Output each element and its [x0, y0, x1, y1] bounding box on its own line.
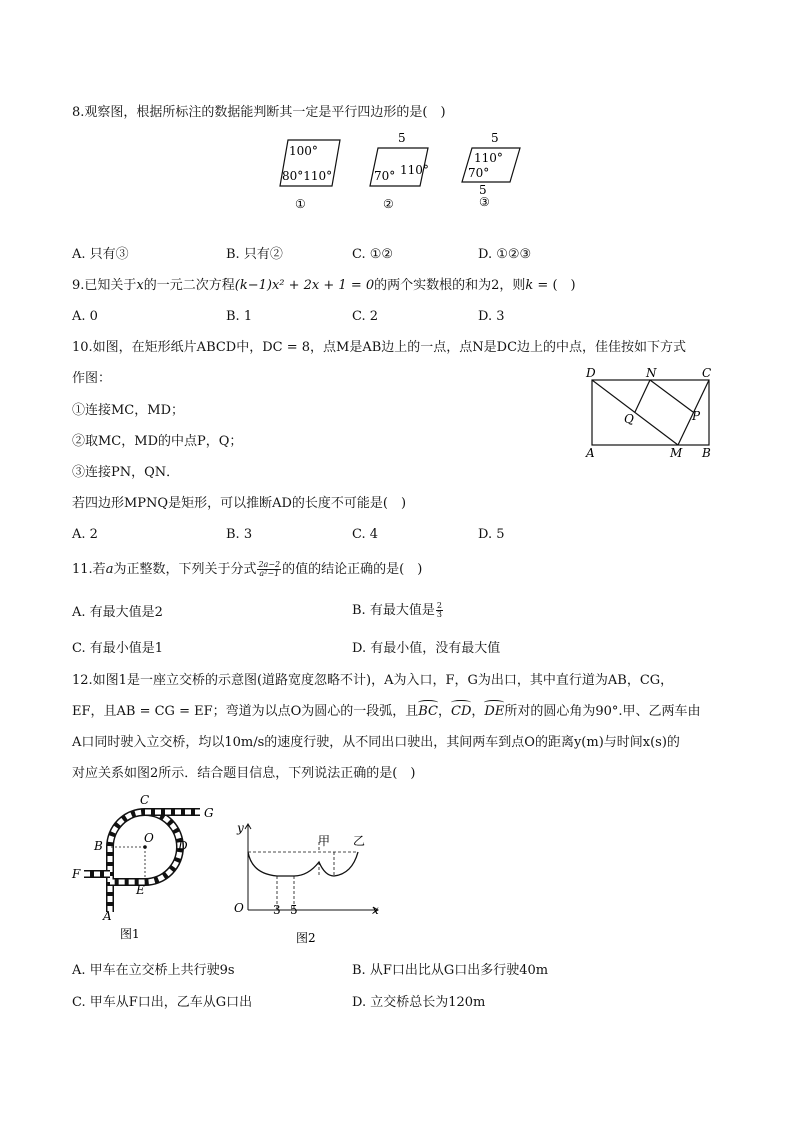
q8-parallelogram-1 [280, 140, 340, 211]
q12-arc-bc: BC [418, 704, 439, 719]
q8-fig1-label: ① [295, 197, 306, 211]
q8-parallelogram-2 [370, 131, 429, 211]
q12-fig2-tick-3: 3 [273, 903, 281, 917]
q12-fig2-jia: 甲 [318, 834, 331, 848]
q10-label-n: N [646, 366, 657, 380]
q11-option-b [352, 602, 444, 620]
q12-fig2-x: x [372, 903, 379, 917]
q11-optb-numerator: 2 [436, 601, 442, 610]
q12-option-c: C. 甲车从F口出，乙车从G口出 [72, 995, 253, 1010]
q11-stem-a: a [105, 562, 114, 577]
q10-option-d: D. 5 [478, 527, 505, 542]
q8-option-a: A. 只有③ [72, 247, 129, 262]
q12-fig1-d: D [178, 839, 188, 853]
q8-parallelogram-3 [462, 131, 520, 209]
q8-fig1-angle-a: 100° [289, 144, 318, 158]
q12-option-a: A. 甲车在立交桥上共行驶9s [72, 963, 235, 978]
q12-interchange-figure [70, 792, 230, 942]
q8-fig2-angle-b: 110° [400, 163, 429, 177]
q10-label-a: A [586, 446, 595, 460]
q9-stem-mid: 的一元二次方程 [143, 278, 235, 293]
q12-sep1: ， [438, 704, 452, 719]
q11-optb-denominator: 3 [436, 610, 442, 619]
q11-option-d: D. 有最小值，没有最大值 [352, 641, 501, 656]
q12-line3: A口同时驶入立交桥，均以10m/s的速度行驶，从不同出口驶出，其间两车到点O的距离y(m)与时间x(s)的 [72, 735, 680, 750]
q12-sep2: ， [471, 704, 485, 719]
q9-option-d: D. 3 [478, 309, 505, 324]
q8-figures [270, 128, 540, 218]
q10-label-m: M [670, 446, 683, 460]
q11-option-b-text: B. 有最大值是 [352, 603, 435, 618]
q10-option-b: B. 3 [226, 527, 253, 542]
q8-fig3-angle-a: 110° [474, 151, 503, 165]
q9-stem [72, 277, 576, 295]
q10-label-d: D [586, 366, 596, 380]
q9-option-b: B. 1 [226, 309, 253, 324]
q11-option-b-fraction [436, 602, 443, 619]
q12-line2 [72, 703, 701, 721]
q8-fig1-angle-b: 80°110° [282, 169, 333, 183]
q9-option-c: C. 2 [352, 309, 379, 324]
q12-graph-figure [230, 812, 390, 948]
q10-option-a: A. 2 [72, 527, 98, 542]
q8-fig3-label: ③ [479, 195, 490, 209]
q11-frac-numerator: 2a−2 [258, 560, 281, 569]
q10-label-q: Q [624, 412, 634, 426]
q12-fig1-b: B [94, 839, 103, 853]
q10-label-b: B [702, 446, 711, 460]
q12-fig1-a: A [103, 909, 112, 923]
q12-fig1-c: C [140, 793, 150, 807]
q9-stem-end: = ( ) [533, 278, 576, 293]
q8-fig2-top: 5 [398, 131, 406, 145]
q8-stem: 8.观察图，根据所标注的数据能判断其一定是平行四边形的是( ) [72, 105, 446, 120]
q12-arc-de: DE [484, 704, 505, 719]
q11-stem-mid: 为正整数，下列关于分式 [113, 562, 257, 577]
q11-stem-pre: 11.若 [72, 562, 106, 577]
q8-option-b: B. 只有② [226, 247, 283, 262]
q10-step2: ②取MC，MD的中点P，Q； [72, 434, 243, 449]
q9-stem-post: 的两个实数根的和为2，则 [374, 278, 526, 293]
q12-fig1-e: E [136, 883, 145, 897]
q9-stem-pre: 9.已知关于 [72, 278, 137, 293]
q9-stem-k: k [525, 278, 534, 293]
q12-line4: 对应关系如图2所示．结合题目信息，下列说法正确的是( ) [72, 766, 416, 781]
q12-fig1-o: O [144, 831, 154, 845]
q9-option-a: A. 0 [72, 309, 98, 324]
q10-step1: ①连接MC，MD； [72, 403, 184, 418]
q12-fig2-y: y [237, 821, 244, 835]
q10-line2: 作图： [72, 371, 112, 386]
q12-fig1-g: G [204, 806, 214, 820]
q11-option-a: A. 有最大值是2 [72, 605, 163, 620]
q8-fig3-bottom: 5 [479, 183, 487, 197]
q9-equation: (k−1)x² + 2x + 1 = 0 [234, 278, 375, 293]
q10-rectangle-figure [580, 365, 720, 465]
q12-fig2-caption: 图2 [296, 931, 316, 945]
q12-fig2-yi: 乙 [353, 834, 366, 848]
q12-fig1-f: F [72, 867, 81, 881]
q11-frac-denominator: a²−1 [259, 569, 280, 578]
q12-option-d: D. 立交桥总长为120m [352, 995, 486, 1010]
q8-fig3-top: 5 [491, 131, 499, 145]
q8-fig2-angle-a: 70° [374, 169, 396, 183]
q10-step3: ③连接PN，QN． [72, 465, 180, 480]
q11-option-c: C. 有最小值是1 [72, 641, 164, 656]
q12-fig2-tick-5: 5 [290, 903, 298, 917]
q12-option-b: B. 从F口出比从G口出多行驶40m [352, 963, 549, 978]
q10-option-c: C. 4 [352, 527, 379, 542]
q8-fig3-angle-b: 70° [468, 166, 490, 180]
q12-fig2-origin: O [234, 901, 244, 915]
q12-line1: 12.如图1是一座立交桥的示意图(道路宽度忽略不计)，A为入口，F，G为出口，其中直行道为AB，CG， [72, 673, 674, 688]
q10-label-c: C [702, 366, 712, 380]
q12-line2-post: 所对的圆心角为90°.甲、乙两车由 [504, 704, 701, 719]
q12-arc-cd: CD [451, 704, 472, 719]
q8-option-c: C. ①② [352, 247, 394, 262]
q10-label-p: P [692, 409, 701, 423]
q8-option-d: D. ①②③ [478, 247, 532, 262]
q12-fig1-caption: 图1 [120, 927, 140, 941]
q12-line2-pre: EF，且AB = CG = EF；弯道为以点O为圆心的一段弧，且 [72, 704, 419, 719]
q8-fig2-label: ② [383, 197, 394, 211]
q10-question: 若四边形MPNQ是矩形，可以推断AD的长度不可能是( ) [72, 496, 407, 511]
q11-stem-post: 的值的结论正确的是( ) [282, 562, 423, 577]
q11-stem [72, 561, 422, 579]
q9-stem-x: x [136, 278, 144, 293]
q10-line1: 10.如图，在矩形纸片ABCD中，DC = 8，点M是AB边上的一点，点N是DC边上的中点，佳佳按如下方式 [72, 340, 687, 355]
q11-fraction [257, 561, 281, 578]
